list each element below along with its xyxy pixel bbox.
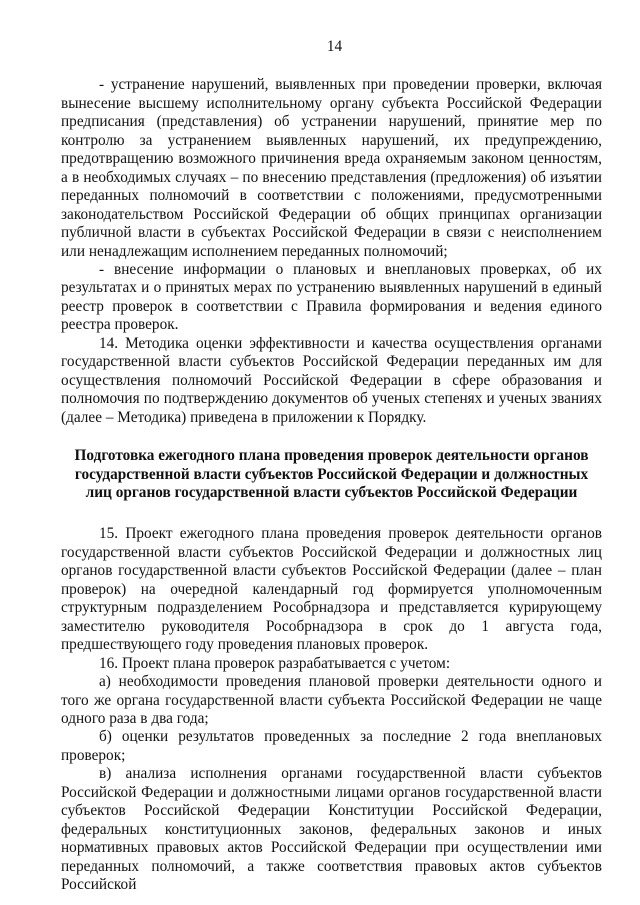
section-heading: Подготовка ежегодного плана проведения проверок деятельности органов государственной власти субъектов Российской Федерации и должностных лиц органов государственной власти субъектов Российской Федерации [74,447,589,501]
paragraph-14-methodology: 14. Методика оценки эффективности и качества осуществления органами государственной власти субъектов Российской Федерации переданных им для осуществления полномочий Российской Федерации в сфере образования и полномочия по подтверждению документов об ученых степенях и ученых званиях (далее – Методика) приведена в приложении к Порядку. [61,334,602,426]
paragraph-15-plan-draft: 15. Проект ежегодного плана проведения проверок деятельности органов государственной власти субъектов Российской Федерации и должностных лиц органов государственной власти субъектов Российской Федерации (далее – план проверок) на очередной календарный год формируется уполномоченным структурным подразделением Рособрнадзора и представляется курирующему заместителю руководителя Рособрнадзора в срок до 1 августа года, предшествующего году проведения плановых проверок. [61,525,602,654]
page-number: 14 [326,38,343,55]
paragraph-registry-entry: - внесение информации о плановых и внеплановых проверках, об их результатах и о принятых мерах по устранению выявленных нарушений в единый реестр проверок в соответствии с Правила формирования и ведения единого реестра проверок. [61,260,602,334]
paragraph-16-intro: 16. Проект плана проверок разрабатывается с учетом: [99,654,451,672]
paragraph-violation-remedy: - устранение нарушений, выявленных при проведении проверки, включая вынесение высшему исполнительному органу субъекта Российской Федерации предписания (представления) об устранении нарушений, принятие мер по контролю за устранением выявленных нарушений, их предупреждению, предотвращению возможного причинения вреда охраняемым законом ценностям, а в необходимых случаях – по внесению представления (предложения) об изъятии переданных полномочий в соответствии с положениями, предусмотренными законодательством Российской Федерации об общих принципах организации публичной власти в субъектах Российской Федерации в связи с неисполнением или ненадлежащим исполнением переданных полномочий; [61,76,602,260]
paragraph-16-a: а) необходимости проведения плановой проверки деятельности одного и того же органа государственной власти субъекта Российской Федерации не чаще одного раза в два года; [61,673,602,727]
paragraph-16-b: б) оценки результатов проведенных за последние 2 года внеплановых проверок; [61,728,602,764]
paragraph-16-v: в) анализа исполнения органами государственной власти субъектов Российской Федерации и должностными лицами органов государственной власти субъектов Российской Федерации Конституции Российской Федерации, федеральных конституционных законов, федеральных законов и иных нормативных правовых актов Российской Федерации при осуществлении ими переданных полномочий, а также соответствия правовых актов субъектов Российской [61,765,602,894]
